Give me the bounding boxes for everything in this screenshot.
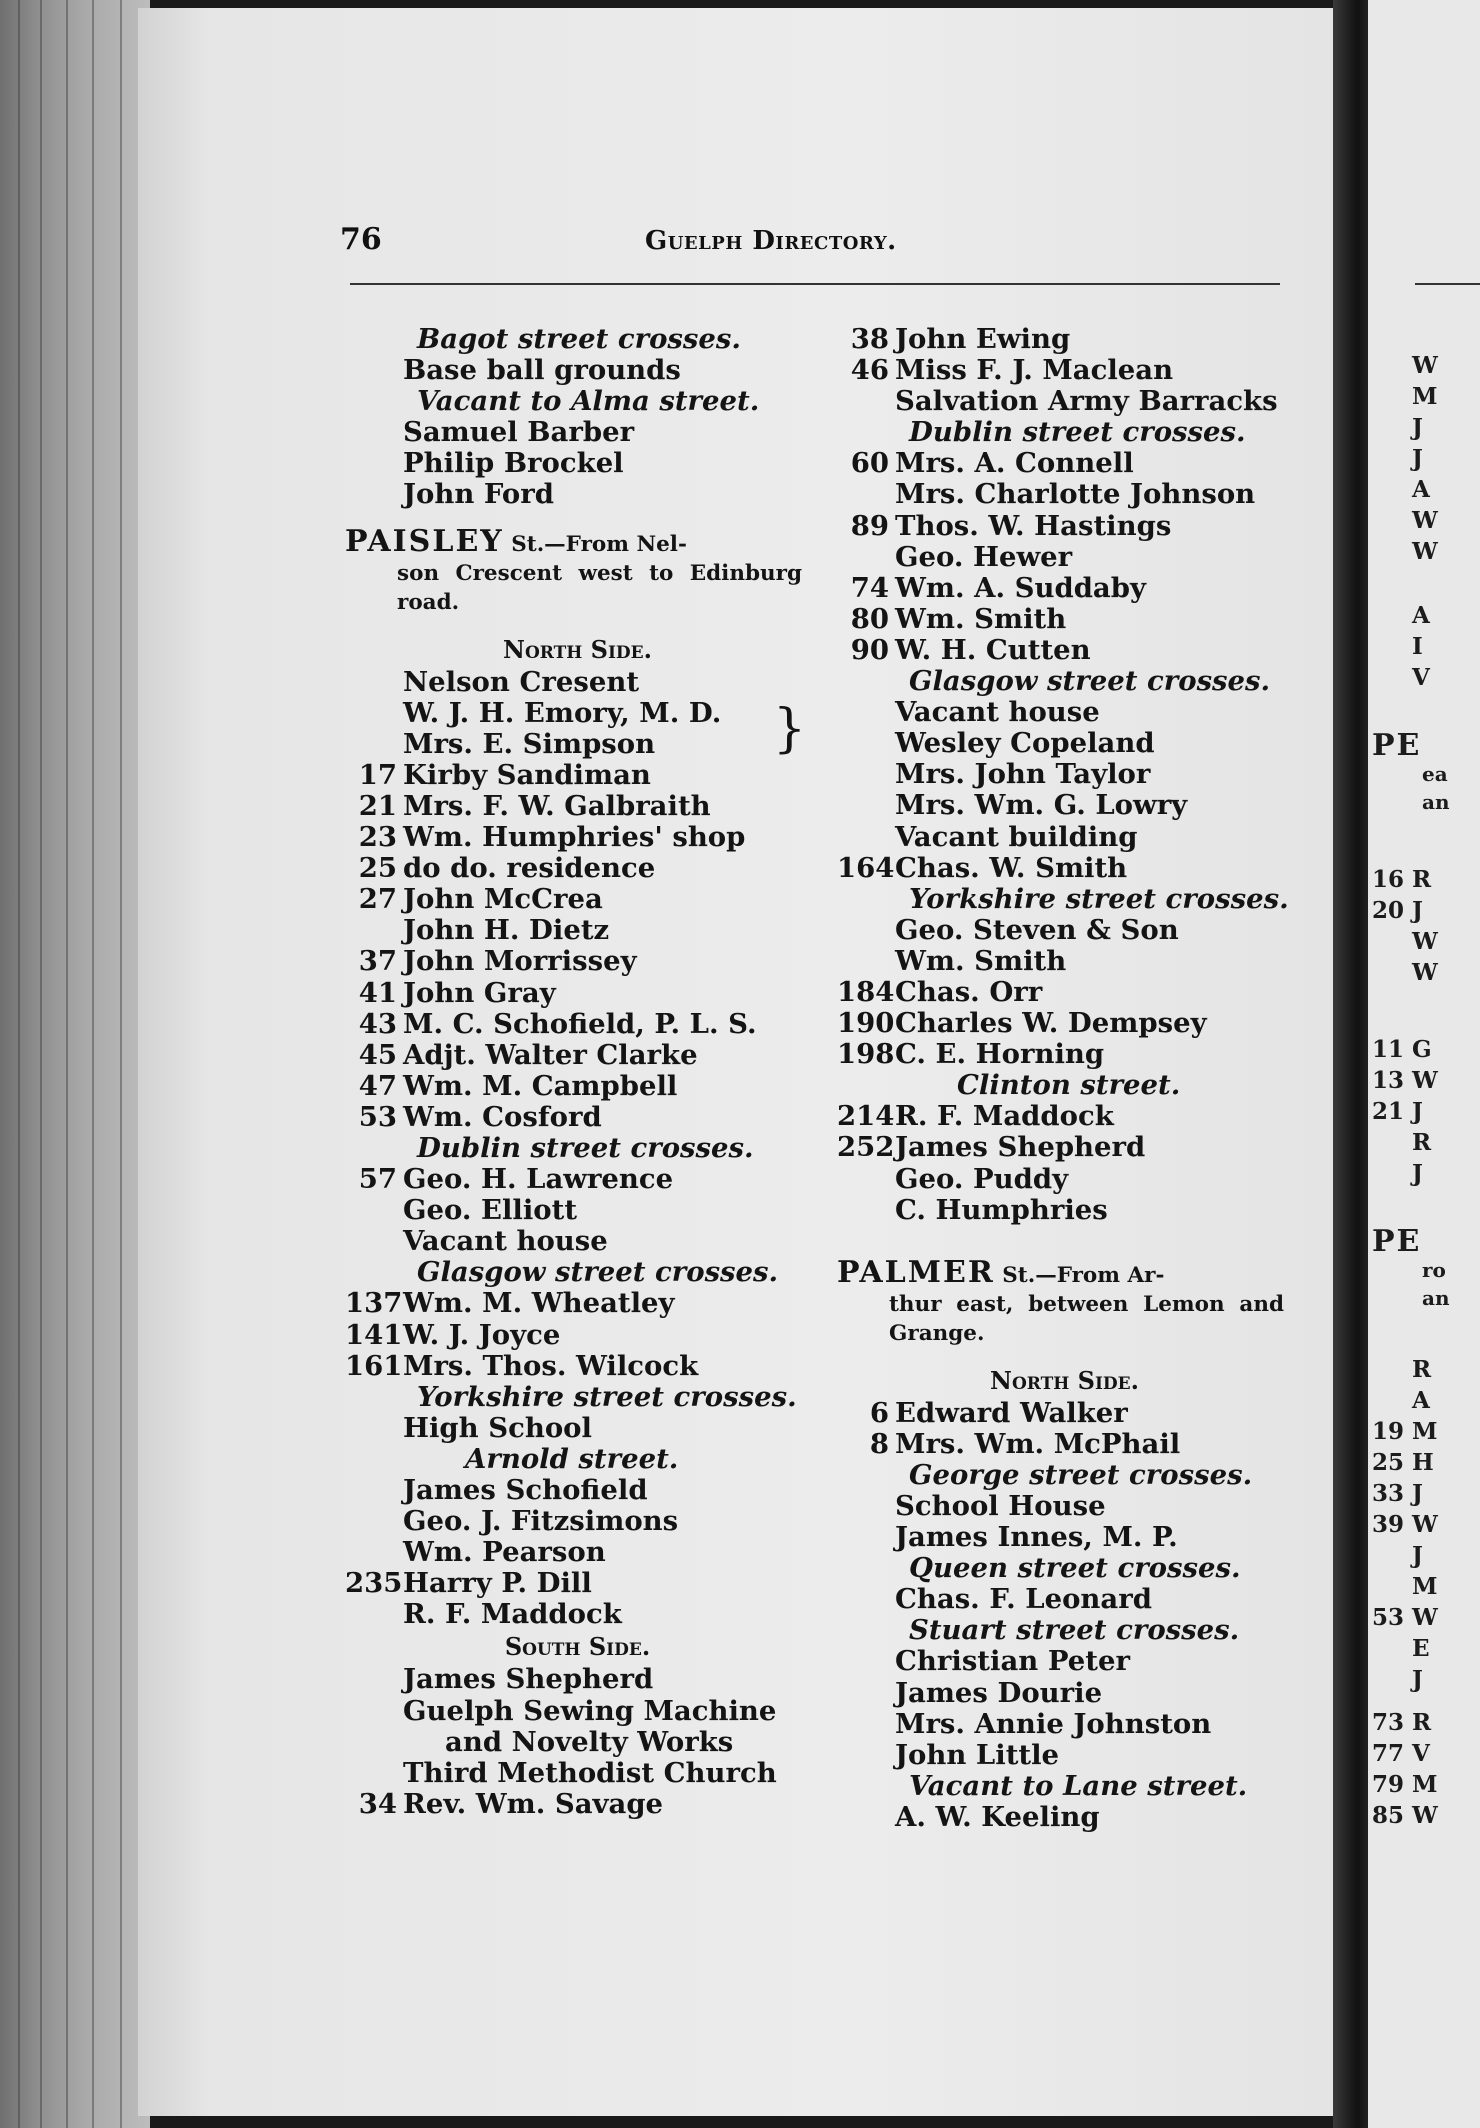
adjacent-page-text: PE	[1372, 1224, 1422, 1259]
directory-entry	[345, 1320, 810, 1351]
directory-entry	[837, 1491, 1292, 1522]
directory-entry	[837, 386, 1292, 417]
resident-name: Wm. A. Suddaby	[895, 571, 1146, 604]
cross-street-note	[837, 1771, 1292, 1802]
resident-name: Chas. Orr	[895, 975, 1043, 1008]
directory-entry	[837, 1101, 1292, 1132]
directory-entry	[345, 1164, 810, 1195]
resident-name: John Ford	[403, 478, 554, 511]
resident-name: Wm. Cosford	[403, 1100, 602, 1133]
house-number: 17	[358, 758, 397, 791]
resident-name: Glasgow street crosses.	[417, 1256, 779, 1289]
directory-entry	[345, 822, 810, 853]
cross-street-note	[837, 1615, 1292, 1646]
directory-entry	[345, 1727, 810, 1758]
resident-name: Geo. Steven & Son	[895, 913, 1179, 946]
resident-name: A. W. Keeling	[895, 1800, 1100, 1833]
resident-name: James Shepherd	[895, 1131, 1146, 1164]
directory-entry	[837, 759, 1292, 790]
directory-entry	[345, 1537, 810, 1568]
resident-name: Wm. M. Wheatley	[403, 1287, 675, 1320]
resident-name: Queen street crosses.	[909, 1552, 1241, 1585]
house-number: 141	[345, 1318, 403, 1351]
house-number: 80	[850, 602, 889, 635]
spacer	[345, 617, 810, 633]
book-page-edges	[0, 0, 150, 2128]
brace-mark: }	[773, 698, 807, 759]
house-number: 8	[869, 1427, 889, 1460]
house-number: 89	[850, 509, 889, 542]
resident-name: Rev. Wm. Savage	[403, 1787, 664, 1820]
directory-entry	[345, 1506, 810, 1537]
adjacent-page-text: W	[1412, 507, 1438, 534]
resident-name: C. E. Horning	[895, 1038, 1105, 1071]
adjacent-page-text: J	[1412, 1542, 1423, 1569]
resident-name: School House	[895, 1490, 1106, 1522]
directory-entry	[837, 1522, 1292, 1553]
resident-name: John Morrissey	[403, 945, 637, 978]
directory-entry	[837, 1802, 1292, 1833]
header-rule-adjacent	[1415, 283, 1480, 285]
resident-name: George street crosses.	[909, 1458, 1253, 1491]
directory-entry	[345, 667, 810, 698]
house-number: 21	[358, 789, 397, 822]
resident-name: Stuart street crosses.	[909, 1614, 1240, 1647]
directory-entry	[837, 573, 1292, 604]
directory-entry	[345, 978, 810, 1009]
resident-name: Vacant to Alma street.	[417, 385, 760, 418]
resident-name: Wm. Humphries' shop	[403, 821, 746, 854]
directory-entry	[837, 1740, 1292, 1771]
resident-name: M. C. Schofield, P. L. S.	[403, 1007, 757, 1040]
house-number: 25	[358, 852, 397, 885]
house-number: 53	[358, 1100, 397, 1133]
directory-entry	[837, 604, 1292, 635]
resident-name: Arnold street.	[465, 1442, 679, 1475]
resident-name: James Dourie	[895, 1676, 1103, 1709]
cross-street-note	[837, 666, 1292, 697]
resident-name: John Gray	[403, 976, 556, 1009]
resident-name: Philip Brockel	[403, 447, 624, 480]
cross-street-note	[837, 1460, 1292, 1491]
resident-name: Mrs. John Taylor	[895, 758, 1151, 791]
directory-entry	[345, 915, 810, 946]
resident-name: James Innes, M. P.	[895, 1521, 1178, 1554]
house-number: 235	[345, 1567, 403, 1600]
adjacent-page-text: 16 R	[1372, 866, 1432, 893]
directory-entry	[837, 1584, 1292, 1615]
house-number: 37	[358, 945, 397, 978]
cross-street-note	[345, 324, 810, 355]
side-heading: North Side.	[503, 634, 652, 664]
adjacent-page-text: an	[1422, 1286, 1450, 1310]
resident-name: Christian Peter	[895, 1645, 1130, 1678]
directory-entry	[837, 1164, 1292, 1195]
directory-entry	[345, 1568, 810, 1599]
adjacent-page-text: V	[1412, 664, 1430, 691]
adjacent-page-text: W	[1412, 538, 1438, 565]
adjacent-page-text: W	[1412, 352, 1438, 379]
directory-entry	[345, 355, 810, 386]
resident-name: Mrs. Wm. McPhail	[895, 1427, 1181, 1460]
resident-name: Vacant house	[403, 1225, 608, 1258]
resident-name: Dublin street crosses.	[417, 1131, 754, 1164]
resident-name: Yorkshire street crosses.	[909, 882, 1289, 915]
resident-name: Chas. F. Leonard	[895, 1583, 1152, 1616]
running-title: Guelph Directory.	[645, 226, 897, 256]
resident-name: Edward Walker	[895, 1396, 1128, 1429]
directory-entry	[837, 1039, 1292, 1070]
directory-entry	[345, 791, 810, 822]
directory-entry	[345, 1599, 810, 1630]
resident-name: Mrs. Annie Johnston	[895, 1707, 1212, 1740]
directory-entry	[837, 822, 1292, 853]
house-number: 27	[358, 883, 397, 916]
resident-name: Geo. Elliott	[403, 1194, 578, 1227]
house-number: 43	[358, 1007, 397, 1040]
adjacent-page-text: 25 H	[1372, 1449, 1434, 1476]
cross-street-note	[837, 1070, 1292, 1101]
street-suffix: St.—From Nel-	[511, 531, 687, 557]
directory-entry	[837, 542, 1292, 573]
adjacent-page-text: A	[1412, 1387, 1430, 1414]
street-description: son Crescent west to Edinburg road.	[397, 560, 802, 615]
cross-street-note	[345, 1382, 810, 1413]
resident-name: James Schofield	[403, 1474, 648, 1506]
adjacent-page-text: J	[1412, 445, 1423, 472]
resident-name: Charles W. Dempsey	[895, 1007, 1207, 1040]
cross-street-note	[345, 1444, 810, 1475]
adjacent-page-text: 53 W	[1372, 1604, 1438, 1631]
right-column	[837, 324, 1292, 1833]
resident-name: Mrs. A. Connell	[895, 447, 1134, 480]
resident-name: Bagot street crosses.	[417, 323, 741, 355]
resident-name: Nelson Cresent	[403, 665, 640, 698]
house-number: 184	[837, 975, 895, 1008]
house-number: 38	[850, 323, 889, 355]
directory-entry	[837, 790, 1292, 821]
resident-name: John Little	[895, 1738, 1060, 1771]
resident-name: Thos. W. Hastings	[895, 509, 1172, 542]
house-number: 198	[837, 1038, 895, 1071]
directory-entry	[837, 355, 1292, 386]
directory-entry	[345, 853, 810, 884]
street-heading	[345, 523, 810, 617]
resident-name: W. J. Joyce	[403, 1318, 561, 1351]
house-number: 23	[358, 821, 397, 854]
directory-entry	[837, 1132, 1292, 1163]
resident-name: Mrs. Charlotte Johnson	[895, 478, 1256, 511]
directory-entry	[345, 1475, 810, 1506]
resident-name: do do. residence	[403, 852, 656, 885]
resident-name: Salvation Army Barracks	[895, 385, 1278, 418]
directory-entry	[345, 1226, 810, 1257]
directory-entry	[345, 1664, 810, 1695]
directory-entry	[837, 977, 1292, 1008]
resident-name: Third Methodist Church	[403, 1756, 777, 1789]
resident-name: Base ball grounds	[403, 354, 681, 387]
house-number: 214	[837, 1100, 895, 1133]
adjacent-page-text: ro	[1422, 1258, 1446, 1282]
house-number: 161	[345, 1349, 403, 1382]
adjacent-page-text: PE	[1372, 728, 1422, 763]
adjacent-page-text: R	[1412, 1356, 1432, 1383]
resident-name: Wm. Smith	[895, 602, 1067, 635]
resident-name: Kirby Sandiman	[403, 758, 651, 791]
resident-name: Mrs. E. Simpson	[403, 727, 656, 760]
adjacent-page-text: A	[1412, 602, 1430, 629]
adjacent-page-text: 19 M	[1372, 1418, 1438, 1445]
resident-name: Wesley Copeland	[895, 727, 1155, 760]
side-heading: North Side.	[990, 1365, 1139, 1395]
header-rule	[350, 283, 1280, 285]
resident-name: Mrs. Wm. G. Lowry	[895, 789, 1188, 822]
adjacent-page	[1368, 0, 1480, 2128]
cross-street-note	[345, 1133, 810, 1164]
resident-name: W. H. Cutten	[895, 633, 1091, 666]
resident-name: Guelph Sewing Machine	[403, 1694, 777, 1727]
page-number: 76	[340, 222, 382, 257]
adjacent-page-text: J	[1412, 1160, 1423, 1187]
page-header	[340, 222, 1280, 262]
resident-name: C. Humphries	[895, 1193, 1108, 1226]
resident-name: Chas. W. Smith	[895, 851, 1128, 884]
adjacent-page-text: 21 J	[1372, 1098, 1423, 1125]
adjacent-page-text: an	[1422, 790, 1450, 814]
resident-name: and Novelty Works	[445, 1725, 734, 1758]
directory-entry	[837, 448, 1292, 479]
directory-entry	[837, 728, 1292, 759]
adjacent-page-text: W	[1412, 928, 1438, 955]
adjacent-page-text: I	[1412, 633, 1423, 660]
directory-entry	[837, 635, 1292, 666]
adjacent-page-text: E	[1412, 1635, 1430, 1662]
house-number: 137	[345, 1287, 403, 1320]
adjacent-page-text: W	[1412, 959, 1438, 986]
house-number: 252	[837, 1131, 895, 1164]
resident-name: Geo. H. Lawrence	[403, 1163, 674, 1196]
house-number: 90	[850, 633, 889, 666]
directory-entry	[345, 1789, 810, 1820]
directory-entry	[837, 915, 1292, 946]
adjacent-page-text: 39 W	[1372, 1511, 1438, 1538]
directory-entry	[837, 479, 1292, 510]
resident-name: R. F. Maddock	[403, 1598, 622, 1631]
resident-name: Miss F. J. Maclean	[895, 354, 1174, 387]
directory-entry	[345, 884, 810, 915]
adjacent-page-text: 33 J	[1372, 1480, 1423, 1507]
house-number: 41	[358, 976, 397, 1009]
house-number: 164	[837, 851, 895, 884]
adjacent-page-text: R	[1412, 1129, 1432, 1156]
house-number: 45	[358, 1038, 397, 1071]
directory-entry	[345, 417, 810, 448]
cross-street-note	[345, 1257, 810, 1288]
street-name: PALMER	[837, 1254, 995, 1290]
resident-name: W. J. H. Emory, M. D.	[403, 696, 722, 729]
directory-entry	[837, 1709, 1292, 1740]
directory-entry	[345, 448, 810, 479]
house-number: 6	[869, 1396, 889, 1429]
resident-name: Yorkshire street crosses.	[417, 1380, 797, 1413]
directory-entry	[345, 1696, 810, 1727]
resident-name: Glasgow street crosses.	[909, 665, 1271, 698]
resident-name: John McCrea	[403, 883, 603, 916]
directory-entry	[837, 1398, 1292, 1429]
cross-street-note	[837, 884, 1292, 915]
directory-entry	[345, 1009, 810, 1040]
spacer	[837, 1348, 1292, 1364]
directory-entry	[345, 1288, 810, 1319]
resident-name: Adjt. Walter Clarke	[403, 1038, 698, 1071]
adjacent-page-text: 13 W	[1372, 1067, 1438, 1094]
street-description: thur east, between Lemon and Grange.	[889, 1291, 1284, 1346]
directory-entry	[837, 511, 1292, 542]
resident-name: Vacant building	[895, 820, 1138, 853]
house-number: 74	[850, 571, 889, 604]
directory-entry	[345, 729, 810, 760]
adjacent-page-text: A	[1412, 476, 1430, 503]
directory-entry	[837, 946, 1292, 977]
resident-name: Harry P. Dill	[403, 1567, 592, 1600]
adjacent-page-text: J	[1412, 414, 1423, 441]
directory-entry	[837, 697, 1292, 728]
resident-name: James Shepherd	[403, 1663, 654, 1696]
house-number: 190	[837, 1007, 895, 1040]
adjacent-page-text: ea	[1422, 762, 1448, 786]
resident-name: Wm. Smith	[895, 944, 1067, 977]
resident-name: High School	[403, 1411, 592, 1444]
directory-entry	[837, 1008, 1292, 1039]
resident-name: John Ewing	[895, 323, 1071, 355]
adjacent-page-text: 20 J	[1372, 897, 1423, 924]
resident-name: Mrs. F. W. Galbraith	[403, 789, 711, 822]
street-heading	[837, 1254, 1292, 1348]
resident-name: Dublin street crosses.	[909, 416, 1246, 449]
resident-name: Wm. M. Campbell	[403, 1069, 678, 1102]
directory-entry	[345, 1102, 810, 1133]
directory-entry	[837, 853, 1292, 884]
directory-entry	[837, 1646, 1292, 1677]
side-heading: South Side.	[504, 1632, 651, 1662]
adjacent-page-text: 11 G	[1372, 1036, 1432, 1063]
resident-name: Mrs. Thos. Wilcock	[403, 1349, 699, 1382]
adjacent-page-text: 79 M	[1372, 1771, 1438, 1798]
directory-entry	[345, 1040, 810, 1071]
resident-name: Geo. Puddy	[895, 1162, 1069, 1195]
resident-name: R. F. Maddock	[895, 1100, 1114, 1133]
left-column	[345, 324, 810, 1820]
cross-street-note	[837, 1553, 1292, 1584]
adjacent-page-text: 85 W	[1372, 1802, 1438, 1829]
directory-entry	[837, 1429, 1292, 1460]
directory-entry	[345, 1071, 810, 1102]
resident-name: John H. Dietz	[403, 914, 610, 947]
directory-entry	[345, 760, 810, 791]
directory-entry	[345, 1351, 810, 1382]
adjacent-page-text: J	[1412, 1666, 1423, 1693]
book-gutter	[1333, 0, 1368, 2128]
directory-entry	[837, 1678, 1292, 1709]
directory-entry	[345, 1758, 810, 1789]
house-number: 47	[358, 1069, 397, 1102]
adjacent-page-text: M	[1412, 383, 1438, 410]
adjacent-page-text: 73 R	[1372, 1709, 1432, 1736]
street-suffix: St.—From Ar-	[1002, 1262, 1165, 1288]
resident-name: Clinton street.	[957, 1069, 1181, 1102]
adjacent-page-text: M	[1412, 1573, 1438, 1600]
house-number: 60	[850, 447, 889, 480]
resident-name: Vacant to Lane street.	[909, 1769, 1248, 1802]
directory-entry	[345, 946, 810, 977]
house-number: 57	[358, 1163, 397, 1196]
house-number: 46	[850, 354, 889, 387]
adjacent-page-text: 77 V	[1372, 1740, 1430, 1767]
directory-entry	[837, 1195, 1292, 1226]
house-number: 34	[358, 1787, 397, 1820]
resident-name: Vacant house	[895, 696, 1100, 729]
directory-entry	[837, 324, 1292, 355]
directory-entry	[345, 1195, 810, 1226]
directory-entry	[345, 1413, 810, 1444]
cross-street-note	[837, 417, 1292, 448]
directory-entry	[345, 479, 810, 510]
resident-name: Wm. Pearson	[403, 1536, 606, 1569]
street-name: PAISLEY	[345, 523, 504, 559]
spacer	[837, 1226, 1292, 1242]
resident-name: Geo. J. Fitzsimons	[403, 1505, 679, 1538]
resident-name: Samuel Barber	[403, 416, 635, 449]
cross-street-note	[345, 386, 810, 417]
resident-name: Geo. Hewer	[895, 540, 1073, 573]
